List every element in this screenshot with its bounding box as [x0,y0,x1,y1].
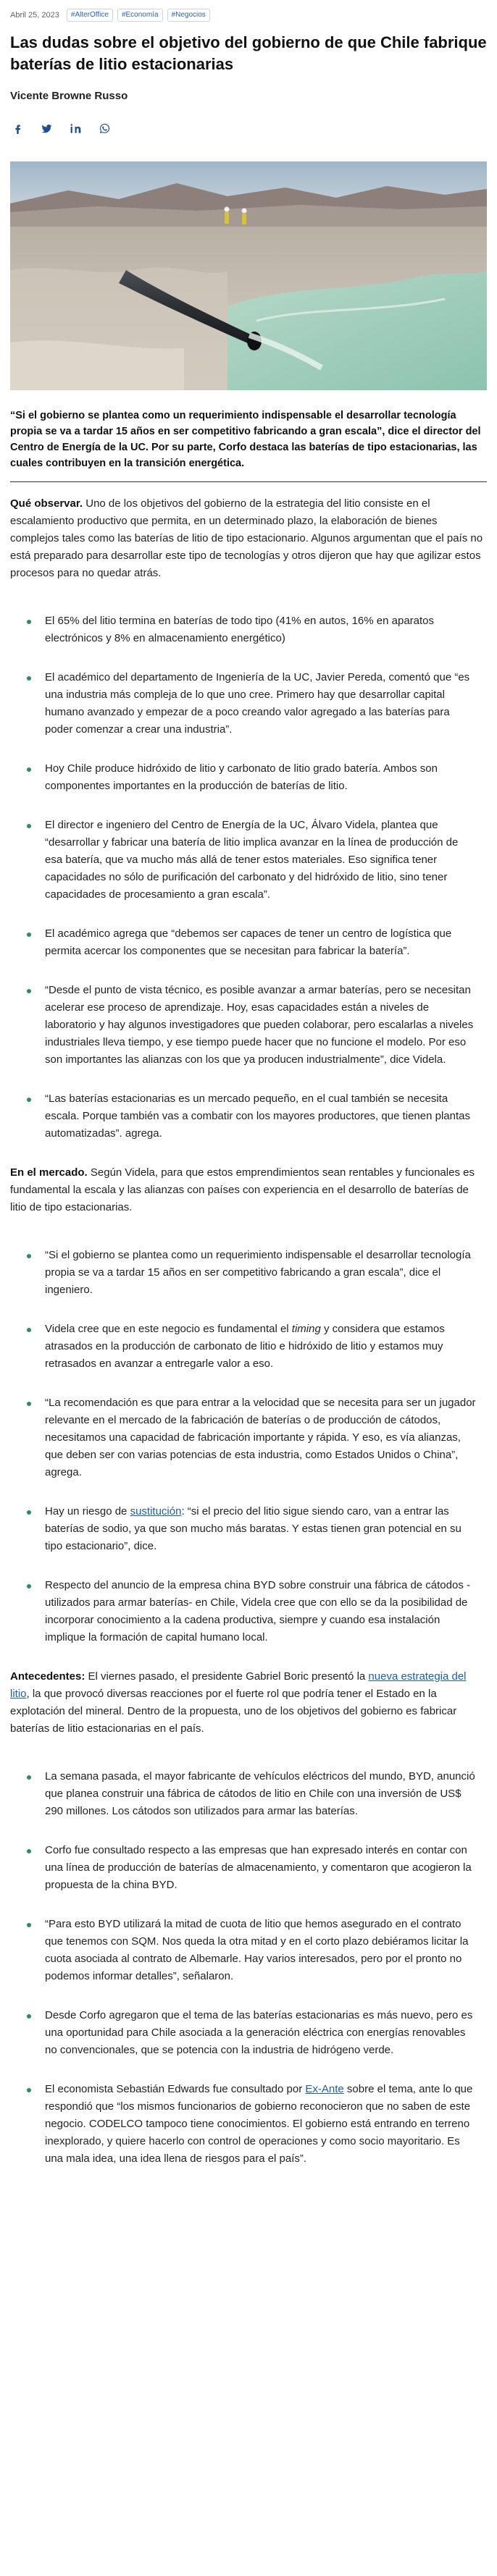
article-meta [10,0,487,22]
author-name[interactable]: Vicente Browne Russo [10,90,128,102]
hero-image [10,161,487,390]
estrategia-litio-link[interactable]: nueva estrategia del litio [10,1670,467,1700]
list-item-text: y considera que estamos atrasados en la producción de carbonato de litio e hidróxido de litio y estamos muy retrasados en avanzar a entregarle valor a eso. [45,1323,445,1370]
list-item-text: El economista Sebastián Edwards fue consultado por [45,2083,306,2095]
share-bar [10,121,487,135]
list-item [45,1503,477,1555]
list-item: El 65% del litio termina en baterías de todo tipo (41% en autos, 16% en aparatos electrónicos y 8% en almacenamiento energético) [45,613,477,647]
bullet-list-que-observar [10,613,487,1142]
list-item: Desde Corfo agregaron que el tema de las baterías estacionarias es más nuevo, pero es una oportunidad para Chile asociada a la generación eléctrica con energías renovables no convencionales, que se potencia con la industria de hidrógeno verde. [45,2007,477,2059]
section-text: El viernes pasado, el presidente Gabriel Boric presentó la [85,1670,369,1683]
list-item-text: Videla cree que en este negocio es fundamental el [45,1323,292,1335]
section-antecedentes [10,1668,487,1738]
article-lede: “Si el gobierno se plantea como un requerimiento indispensable el desarrollar tecnología propia se va a tardar 15 años en ser competitivo fabricando a gran escala”, dice el director del Centro de Energía de la UC. Por su parte, Corfo destaca las baterías de tipo estacionarias, las cuales contribuyen en la transición energética. [10,410,481,469]
list-item [45,2081,477,2168]
headline: Las dudas sobre el objetivo del gobierno de que Chile fabrique baterías de litio estacionarias [10,33,487,73]
section-lead: En el mercado. [10,1166,88,1179]
list-item-text: sobre el tema, ante lo que respondió que “los mismos funcionarios de gobierno reconocieron que no saben de este negocio. CODELCO tampoco tiene conocimientos. El gobierno está entrando en terreno inexplorado, y quiere hacerlo con control de operaciones y como socio mayoritario. Es una mala idea, una idea llena de riesgos para el país”. [45,2083,473,2165]
bullet-list-antecedentes [10,1768,487,2168]
list-item: “Si el gobierno se plantea como un requerimiento indispensable el desarrollar tecnología propia se va a tardar 15 años en ser competitivo fabricando a gran escala”, dice el ingeniero. [45,1247,477,1299]
list-item: “Desde el punto de vista técnico, es posible avanzar a armar baterías, pero se necesitan acelerar ese proceso de aprendizaje. Hoy, esas capacidades están a niveles de laboratorio y hay algunos investigadores que pueden colaborar, pero escalarlas a niveles industriales lleva tiempo, y ese tiempo puede hacer que no funcione el modelo. Por eso son importantes las alianzas con los que ya producen industrialmente”, dice Videla. [45,982,477,1069]
section-lead: Qué observar. [10,497,83,510]
bullet-list-en-el-mercado [10,1247,487,1646]
whatsapp-icon[interactable] [97,121,112,135]
emphasis-timing: timing [291,1323,321,1335]
divider [10,481,487,482]
sustitucion-link[interactable]: sustitución [130,1505,182,1518]
tag-negocios[interactable]: #Negocios [167,9,210,22]
list-item: El académico agrega que “debemos ser capaces de tener un centro de logística que permita acercar los componentes que se necesitan para fabricar la batería”. [45,925,477,960]
list-item: Corfo fue consultado respecto a las empresas que han expresado interés en contar con una línea de producción de baterías de almacenamiento, y comentaron que acogieron la propuesta de la china BYD. [45,1842,477,1894]
list-item-text: Hay un riesgo de [45,1505,130,1518]
section-text: , la que provocó diversas reacciones por el fuerte rol que podría tener el Estado en la explotación del mineral. Dentro de la propuesta, uno de los objetivos del gobierno es fabricar baterías de litio estacionarias en el país. [10,1688,457,1735]
tag-alteroffice[interactable]: #AlterOffice [67,9,113,22]
twitter-icon[interactable] [39,121,54,135]
linkedin-icon[interactable] [68,121,83,135]
list-item: Hoy Chile produce hidróxido de litio y carbonato de litio grado batería. Ambos son componentes importantes en la producción de baterías de litio. [45,760,477,795]
ex-ante-link[interactable]: Ex-Ante [305,2083,344,2095]
list-item [45,1321,477,1373]
publish-date: Abril 25, 2023 [10,11,59,20]
list-item: “Las baterías estacionarias es un mercado pequeño, en el cual también se necesita escala. Porque también vas a combatir con los mayores productores, que tienen plantas automatizadas”. agrega. [45,1090,477,1142]
section-text: Uno de los objetivos del gobierno de la estrategia del litio consiste en el escalamiento productivo que permita, en un determinado plazo, la elaboración de bienes complejos tales como las baterías de litio de tipo estacionario. Algunos argumentan que el país no está preparado para desarrollar este tipo de tecnologías y otros dijeron que hay que agilizar estos procesos para no quedar atrás. [10,497,483,579]
tag-economia[interactable]: #Economía [117,9,163,22]
list-item: “La recomendación es que para entrar a la velocidad que se necesita para ser un jugador relevante en el mercado de la fabricación de baterías o de producción de cátodos, necesitamos una capacidad de fabricación importante y rápida. Y eso, es vía alianzas, que deben ser con varias potencias de esta industria, como Estados Unidos o China”, agrega. [45,1394,477,1481]
list-item: El director e ingeniero del Centro de Energía de la UC, Álvaro Videla, plantea que “desarrollar y fabricar una batería de litio implica avanzar en la línea de producción de esa batería, que va mucho más allá de tener estos materiales. Eso significa tener capacidades no sólo de purificación del carbonato y del hidróxido de litio, sino tener capacidades de procesamiento a gran escala”. [45,817,477,904]
facebook-icon[interactable] [10,121,25,135]
list-item-text: : “si el precio del litio sigue siendo caro, van a entrar las baterías de sodio, ya que son mucho más baratas. Y estas tienen gran potencial en su tipo estacionario”, dice. [45,1505,462,1552]
section-text: Según Videla, para que estos emprendimientos sean rentables y funcionales es fundamental la escala y las alianzas con países con experiencia en el desarrollo de baterías de litio de tipo estacionarias. [10,1166,475,1213]
section-que-observar [10,495,487,582]
list-item: El académico del departamento de Ingeniería de la UC, Javier Pereda, comentó que “es una industria más compleja de lo que uno cree. Primero hay que desarrollar capital humano avanzado y empezar de a poco creando valor agregado a las baterías para poder comenzar a crear una industria”. [45,669,477,738]
section-en-el-mercado [10,1164,487,1216]
section-lead: Antecedentes: [10,1670,85,1683]
list-item: Respecto del anuncio de la empresa china BYD sobre construir una fábrica de cátodos -utilizados para armar baterías- en Chile, Videla cree que con ello se da la posibilidad de incorporar conocimiento a la cadena productiva, siempre y cuando esa instalación implique la formación de capital humano local. [45,1577,477,1646]
list-item: La semana pasada, el mayor fabricante de vehículos eléctricos del mundo, BYD, anunció que planea construir una fábrica de cátodos de litio en Chile con una inversión de US$ 290 millones. Los cátodos son utilizados para armar las baterías. [45,1768,477,1820]
list-item: “Para esto BYD utilizará la mitad de cuota de litio que hemos asegurado en el contrato que tenemos con SQM. Nos queda la otra mitad y en el corto plazo debiéramos licitar la cuota asociada al contrato de Albemarle. Hay varios interesados, pero por el pronto no podemos informar detalles”, señalaron. [45,1916,477,1985]
